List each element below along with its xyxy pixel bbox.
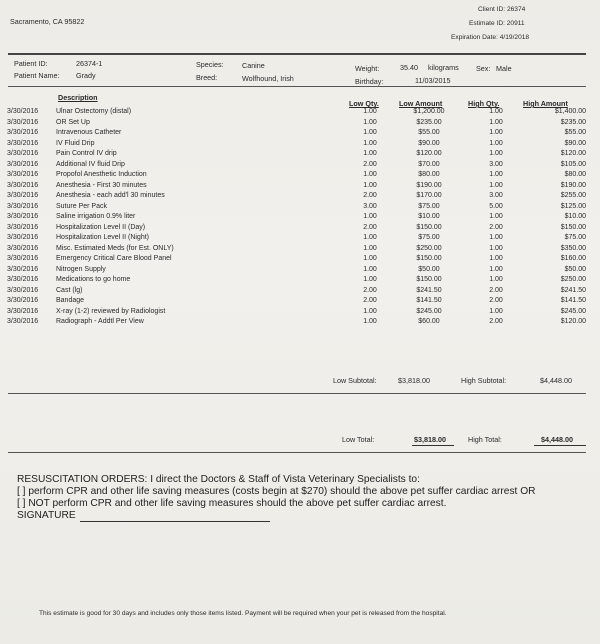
row-low-amount: $241.50 bbox=[416, 286, 442, 294]
row-low-amount: $10.00 bbox=[418, 213, 440, 220]
high-total-value: $4,448.00 bbox=[541, 435, 573, 444]
row-high-qty: 1.00 bbox=[489, 265, 503, 273]
row-high-qty: 1.00 bbox=[489, 234, 503, 241]
clinic-city: Sacramento, CA 95822 bbox=[10, 17, 85, 26]
row-low-qty: 1.00 bbox=[363, 307, 377, 315]
row-low-qty: 1.00 bbox=[363, 244, 377, 252]
table-row bbox=[0, 266, 600, 276]
high-subtotal-label: High Subtotal: bbox=[461, 376, 507, 385]
row-low-amount: $141.50 bbox=[416, 297, 442, 304]
weight-value: 35.40 bbox=[400, 63, 418, 72]
weight-unit: kilograms bbox=[428, 63, 459, 72]
row-low-qty: 2.00 bbox=[363, 297, 377, 304]
row-date: 3/30/2016 bbox=[7, 108, 39, 115]
row-high-qty: 1.00 bbox=[489, 213, 503, 220]
low-total-value: $3,818.00 bbox=[414, 435, 446, 444]
row-date: 3/30/2016 bbox=[7, 265, 39, 273]
table-row bbox=[0, 308, 600, 318]
row-low-qty: 1.00 bbox=[363, 129, 377, 136]
row-high-amount: $55.00 bbox=[564, 129, 586, 136]
row-high-amount: $120.00 bbox=[560, 150, 586, 157]
row-low-amount: $1,200.00 bbox=[413, 108, 445, 115]
expiration-date: Expiration Date: 4/19/2018 bbox=[451, 34, 530, 41]
row-high-amount: $125.00 bbox=[560, 202, 586, 210]
row-low-amount: $60.00 bbox=[418, 318, 440, 325]
row-low-qty: 1.00 bbox=[363, 276, 377, 283]
row-description: Intravenous Catheter bbox=[56, 129, 122, 136]
table-row bbox=[0, 119, 600, 129]
row-high-qty: 2.00 bbox=[489, 223, 503, 231]
row-low-qty: 1.00 bbox=[363, 150, 377, 157]
patient-name-label: Patient Name: bbox=[14, 71, 60, 80]
row-high-qty: 1.00 bbox=[489, 150, 503, 157]
row-high-amount: $150.00 bbox=[560, 223, 586, 231]
row-description: Additional IV fluid Drip bbox=[56, 160, 125, 168]
col-description: Description bbox=[58, 93, 98, 102]
resuscitation-heading: RESUSCITATION ORDERS: I direct the Doctors & Staff of Vista Veterinary Specialists to: bbox=[17, 474, 420, 485]
row-description: Nitrogen Supply bbox=[56, 265, 106, 273]
low-total-underline bbox=[412, 445, 454, 446]
row-high-qty: 5.00 bbox=[489, 202, 503, 210]
row-high-amount: $50.00 bbox=[564, 265, 586, 273]
low-total-label: Low Total: bbox=[342, 435, 375, 444]
client-id: Client ID: 26374 bbox=[478, 6, 526, 13]
row-high-amount: $160.00 bbox=[560, 255, 586, 262]
row-low-qty: 1.00 bbox=[363, 265, 377, 273]
row-high-qty: 1.00 bbox=[489, 181, 503, 189]
row-date: 3/30/2016 bbox=[7, 286, 39, 294]
resuscitation-option-cpr: [ ] perform CPR and other life saving measures (costs begin at $270) should the above pet suffer cardiac arrest OR bbox=[17, 486, 536, 497]
row-high-amount: $350.00 bbox=[560, 244, 586, 252]
signature-label: SIGNATURE bbox=[17, 510, 76, 521]
row-date: 3/30/2016 bbox=[7, 192, 39, 199]
row-high-qty: 1.00 bbox=[489, 276, 503, 283]
table-row bbox=[0, 213, 600, 223]
row-description: Propofol Anesthetic Induction bbox=[56, 171, 147, 178]
species-value: Canine bbox=[242, 61, 265, 70]
table-row bbox=[0, 129, 600, 139]
row-low-amount: $75.00 bbox=[418, 202, 440, 210]
row-low-qty: 3.00 bbox=[363, 202, 377, 210]
row-high-amount: $10.00 bbox=[564, 213, 586, 220]
row-description: X-ray (1-2) reviewed by Radiologist bbox=[56, 307, 166, 315]
row-date: 3/30/2016 bbox=[7, 181, 39, 189]
row-low-amount: $170.00 bbox=[416, 192, 442, 199]
birthday-label: Birthday: bbox=[355, 77, 384, 86]
row-high-amount: $90.00 bbox=[564, 139, 586, 147]
row-date: 3/30/2016 bbox=[7, 202, 39, 210]
row-description: OR Set Up bbox=[56, 118, 90, 126]
row-low-amount: $80.00 bbox=[418, 171, 440, 178]
row-high-qty: 3.00 bbox=[489, 192, 503, 199]
row-high-amount: $1,400.00 bbox=[554, 108, 586, 115]
row-low-qty: 2.00 bbox=[363, 192, 377, 199]
row-low-qty: 1.00 bbox=[363, 255, 377, 262]
row-high-amount: $75.00 bbox=[564, 234, 586, 241]
row-high-amount: $245.00 bbox=[560, 307, 586, 315]
row-high-qty: 1.00 bbox=[489, 171, 503, 178]
row-high-amount: $241.50 bbox=[560, 286, 586, 294]
row-date: 3/30/2016 bbox=[7, 234, 39, 241]
col-low-qty: Low Qty. bbox=[349, 99, 379, 108]
patient-id-value: 26374-1 bbox=[76, 59, 103, 68]
row-description: Suture Per Pack bbox=[56, 202, 107, 210]
col-high-amount: High Amount bbox=[523, 99, 568, 108]
patient-name-value: Grady bbox=[76, 71, 96, 80]
resuscitation-option-no-cpr: [ ] NOT perform CPR and other life saving measures should the above pet suffer cardiac arrest. bbox=[17, 498, 447, 509]
low-subtotal-label: Low Subtotal: bbox=[333, 376, 377, 385]
row-description: Saline irrigation 0.9% liter bbox=[56, 213, 136, 220]
row-low-qty: 1.00 bbox=[363, 181, 377, 189]
table-row bbox=[0, 245, 600, 255]
breed-label: Breed: bbox=[196, 73, 218, 82]
patient-rule bbox=[8, 86, 586, 87]
row-low-qty: 1.00 bbox=[363, 118, 377, 126]
table-row bbox=[0, 234, 600, 244]
table-row bbox=[0, 150, 600, 160]
high-total-label: High Total: bbox=[468, 435, 502, 444]
table-row bbox=[0, 287, 600, 297]
row-low-amount: $190.00 bbox=[416, 181, 442, 189]
header-rule bbox=[8, 53, 586, 55]
high-total-underline bbox=[534, 445, 586, 446]
row-date: 3/30/2016 bbox=[7, 276, 39, 283]
breed-value: Wolfhound, Irish bbox=[242, 74, 294, 83]
row-low-amount: $75.00 bbox=[418, 234, 440, 241]
footer-note: This estimate is good for 30 days and includes only those items listed. Payment will be required when your pet is released from the hospital. bbox=[39, 610, 447, 617]
row-low-qty: 1.00 bbox=[363, 234, 377, 241]
total-rule bbox=[8, 452, 586, 453]
table-row bbox=[0, 171, 600, 181]
row-high-qty: 2.00 bbox=[489, 286, 503, 294]
row-date: 3/30/2016 bbox=[7, 244, 39, 252]
row-low-qty: 1.00 bbox=[363, 318, 377, 325]
table-row bbox=[0, 224, 600, 234]
row-date: 3/30/2016 bbox=[7, 129, 39, 136]
row-low-qty: 1.00 bbox=[363, 213, 377, 220]
row-low-qty: 2.00 bbox=[363, 223, 377, 231]
row-description: Anesthesia - each add'l 30 minutes bbox=[56, 192, 165, 199]
row-high-qty: 1.00 bbox=[489, 255, 503, 262]
row-low-amount: $245.00 bbox=[416, 307, 442, 315]
row-date: 3/30/2016 bbox=[7, 307, 39, 315]
table-row bbox=[0, 182, 600, 192]
row-low-amount: $150.00 bbox=[416, 223, 442, 231]
row-date: 3/30/2016 bbox=[7, 213, 39, 220]
row-date: 3/30/2016 bbox=[7, 139, 39, 147]
row-date: 3/30/2016 bbox=[7, 171, 39, 178]
row-date: 3/30/2016 bbox=[7, 255, 39, 262]
table-row bbox=[0, 255, 600, 265]
subtotal-rule bbox=[8, 393, 586, 394]
row-high-qty: 2.00 bbox=[489, 318, 503, 325]
row-description: IV Fluid Drip bbox=[56, 139, 95, 147]
row-low-amount: $50.00 bbox=[418, 265, 440, 273]
row-high-qty: 1.00 bbox=[489, 139, 503, 147]
row-high-qty: 1.00 bbox=[489, 244, 503, 252]
table-row bbox=[0, 161, 600, 171]
weight-label: Weight: bbox=[355, 64, 380, 73]
row-description: Ulnar Ostectomy (distal) bbox=[56, 108, 132, 115]
row-low-qty: 1.00 bbox=[363, 108, 377, 115]
row-low-qty: 1.00 bbox=[363, 139, 377, 147]
row-low-amount: $70.00 bbox=[418, 160, 440, 168]
table-row bbox=[0, 318, 600, 328]
row-high-qty: 1.00 bbox=[489, 108, 503, 115]
table-row bbox=[0, 297, 600, 307]
row-date: 3/30/2016 bbox=[7, 223, 39, 231]
row-description: Medications to go home bbox=[56, 276, 131, 283]
row-description: Radiograph - Addtl Per View bbox=[56, 318, 144, 325]
row-description: Hospitalization Level II (Day) bbox=[56, 223, 146, 231]
row-low-qty: 1.00 bbox=[363, 171, 377, 178]
row-date: 3/30/2016 bbox=[7, 150, 39, 157]
row-date: 3/30/2016 bbox=[7, 318, 39, 325]
sex-label: Sex: bbox=[476, 64, 491, 73]
row-description: Misc. Estimated Meds (for Est. ONLY) bbox=[56, 244, 174, 252]
row-high-amount: $120.00 bbox=[560, 318, 586, 325]
row-date: 3/30/2016 bbox=[7, 118, 39, 126]
table-row bbox=[0, 140, 600, 150]
row-description: Cast (lg) bbox=[56, 286, 83, 294]
birthday-value: 11/03/2015 bbox=[415, 76, 451, 85]
row-low-amount: $120.00 bbox=[416, 150, 442, 157]
row-low-amount: $150.00 bbox=[416, 276, 442, 283]
row-high-amount: $105.00 bbox=[560, 160, 586, 168]
patient-id-label: Patient ID: bbox=[14, 59, 48, 68]
row-low-amount: $55.00 bbox=[418, 129, 440, 136]
high-subtotal-value: $4,448.00 bbox=[540, 376, 572, 385]
row-description: Bandage bbox=[56, 297, 85, 304]
row-high-qty: 1.00 bbox=[489, 129, 503, 136]
row-high-amount: $141.50 bbox=[560, 297, 586, 304]
species-label: Species: bbox=[196, 60, 224, 69]
row-high-qty: 3.00 bbox=[489, 160, 503, 168]
row-high-qty: 1.00 bbox=[489, 307, 503, 315]
low-subtotal-value: $3,818.00 bbox=[398, 376, 430, 385]
signature-line bbox=[80, 521, 270, 522]
table-row bbox=[0, 203, 600, 213]
row-high-qty: 1.00 bbox=[489, 118, 503, 126]
row-date: 3/30/2016 bbox=[7, 297, 39, 304]
row-description: Anesthesia - First 30 minutes bbox=[56, 181, 147, 189]
row-high-amount: $80.00 bbox=[564, 171, 586, 178]
row-date: 3/30/2016 bbox=[7, 160, 39, 168]
row-high-amount: $235.00 bbox=[560, 118, 586, 126]
row-low-qty: 2.00 bbox=[363, 286, 377, 294]
row-high-amount: $250.00 bbox=[560, 276, 586, 283]
table-row bbox=[0, 276, 600, 286]
table-row bbox=[0, 108, 600, 118]
table-row bbox=[0, 192, 600, 202]
row-low-amount: $150.00 bbox=[416, 255, 442, 262]
row-high-amount: $190.00 bbox=[560, 181, 586, 189]
row-high-amount: $255.00 bbox=[560, 192, 586, 199]
row-low-qty: 2.00 bbox=[363, 160, 377, 168]
col-low-amount: Low Amount bbox=[399, 99, 443, 108]
row-description: Pain Control IV drip bbox=[56, 150, 117, 157]
col-high-qty: High Qty. bbox=[468, 99, 500, 108]
row-description: Emergency Critical Care Blood Panel bbox=[56, 255, 172, 262]
row-low-amount: $90.00 bbox=[418, 139, 440, 147]
row-description: Hospitalization Level II (Night) bbox=[56, 234, 149, 241]
row-high-qty: 2.00 bbox=[489, 297, 503, 304]
sex-value: Male bbox=[496, 64, 512, 73]
row-low-amount: $250.00 bbox=[416, 244, 442, 252]
estimate-id: Estimate ID: 20911 bbox=[469, 20, 525, 27]
row-low-amount: $235.00 bbox=[416, 118, 442, 126]
